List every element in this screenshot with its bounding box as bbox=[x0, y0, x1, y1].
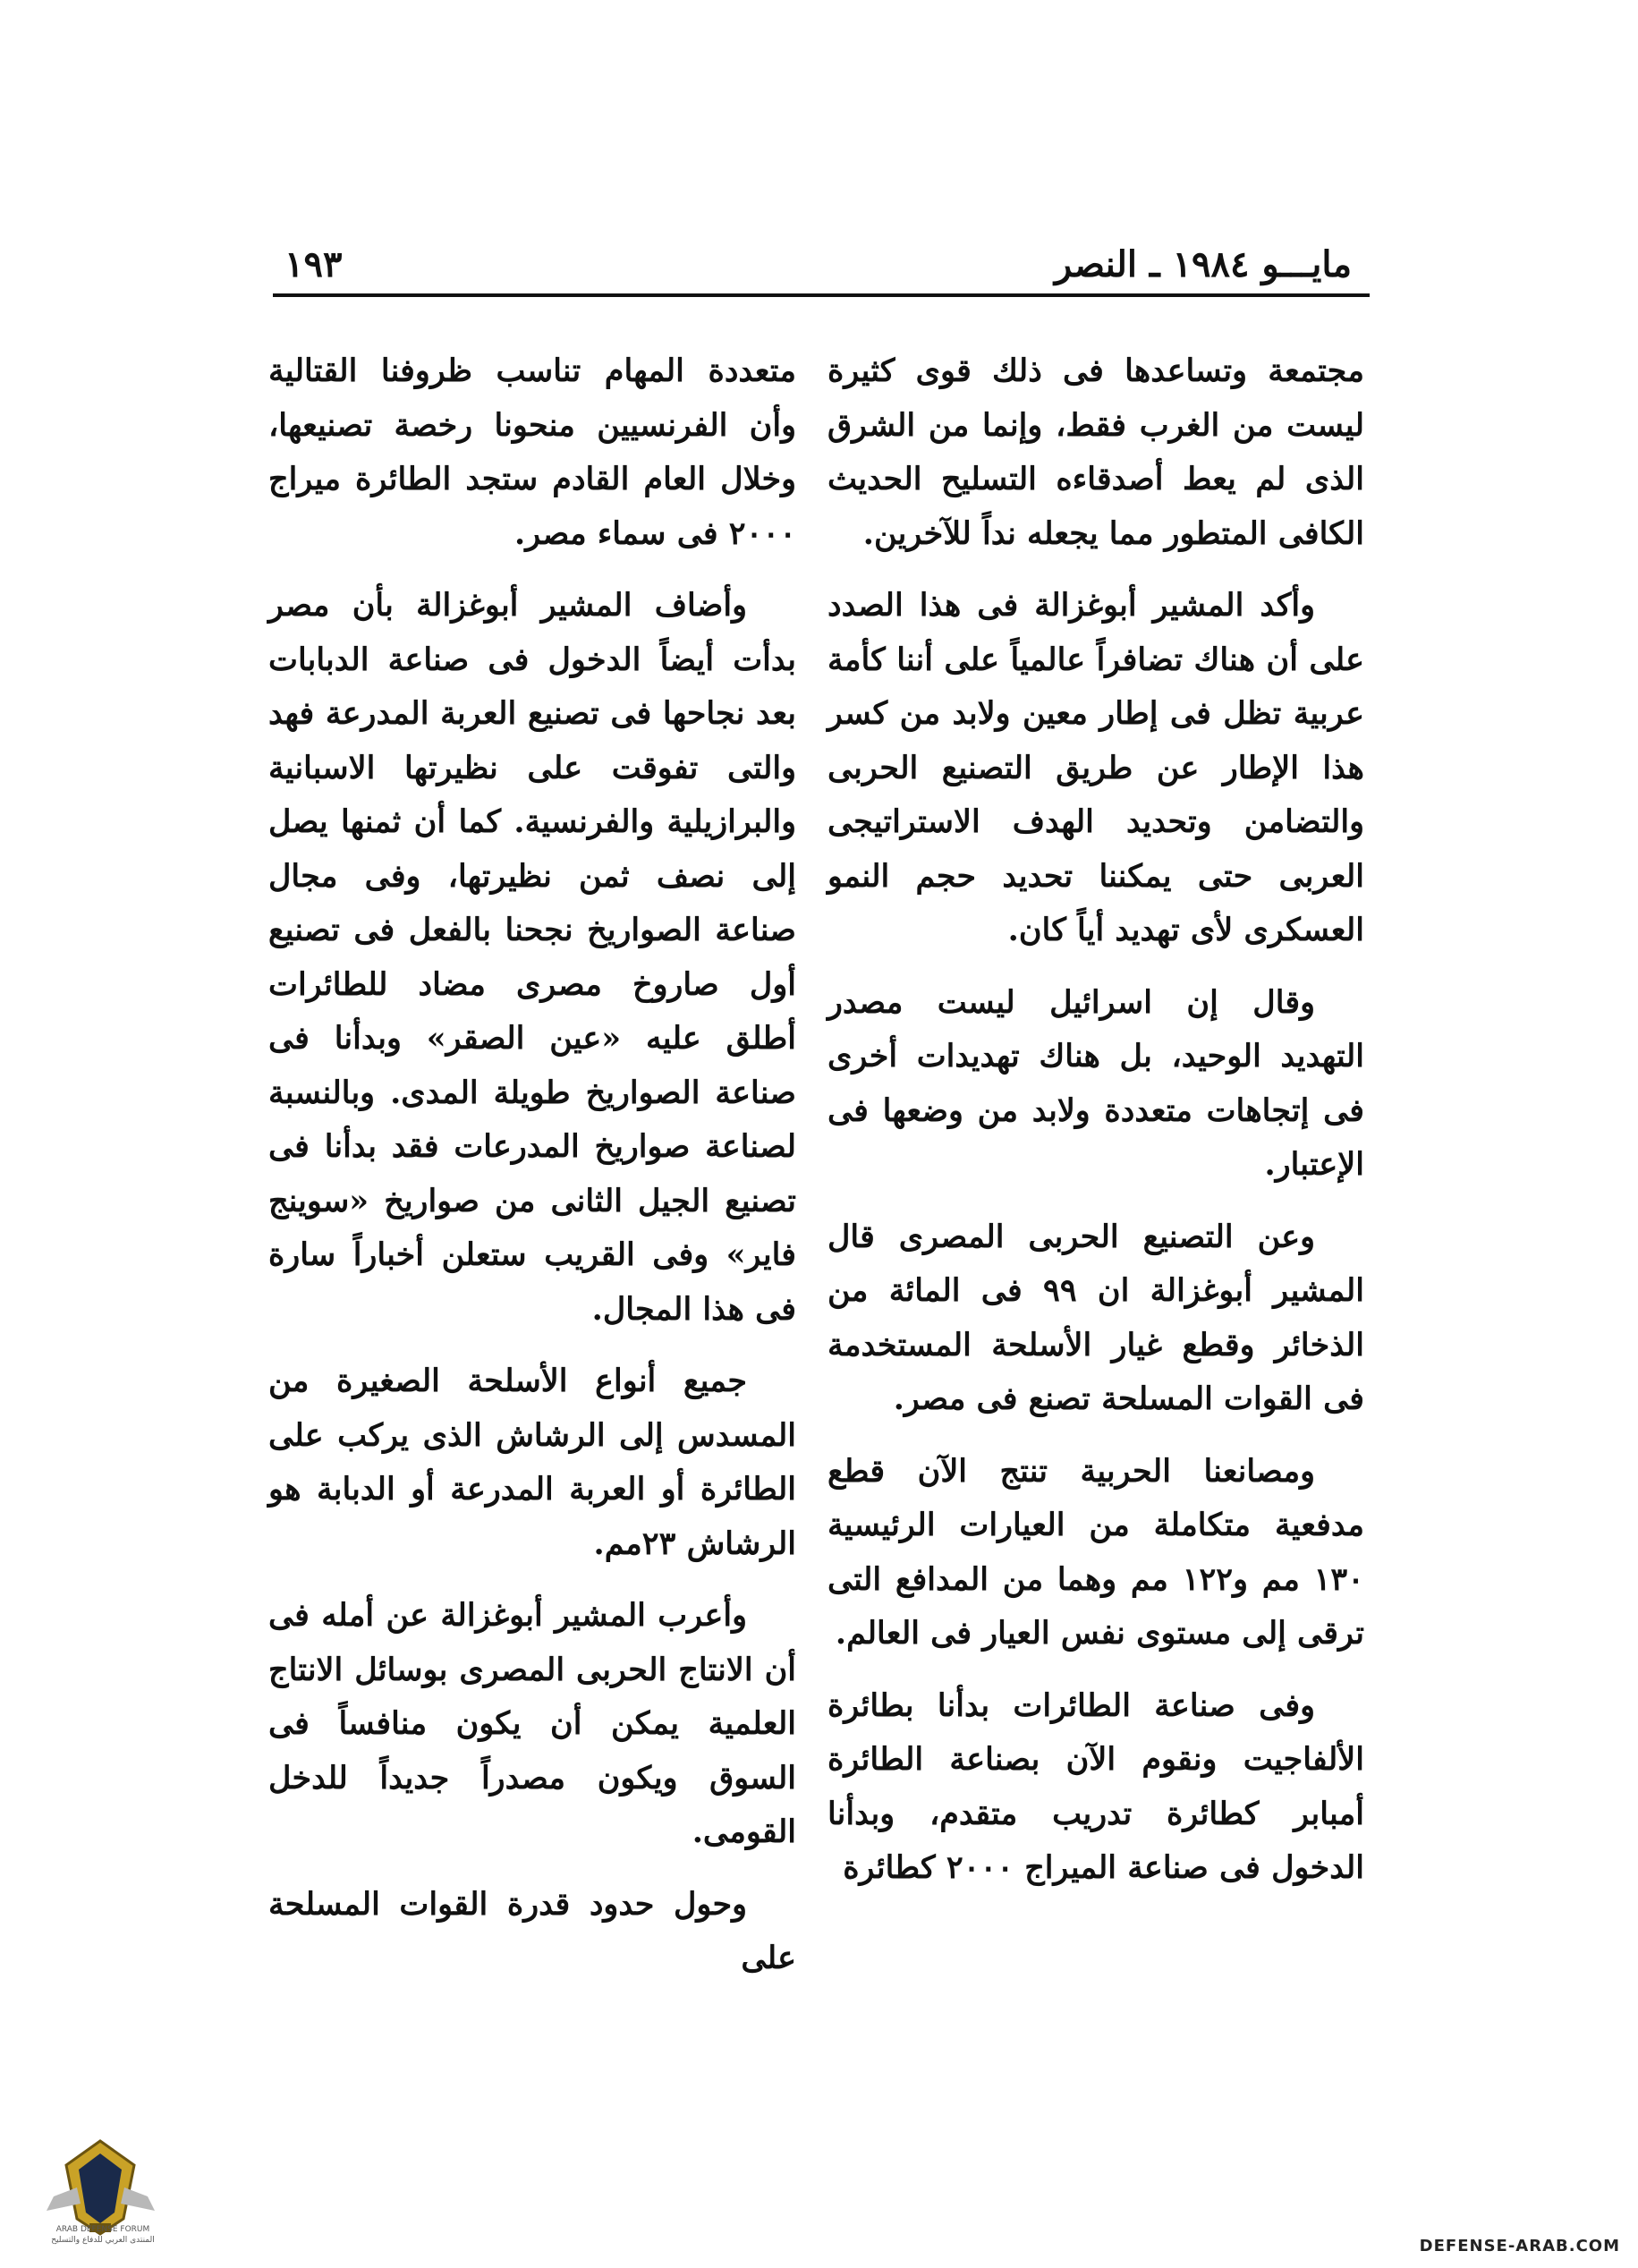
paragraph: ومصانعنا الحربية تنتج الآن قطع مدفعية متكاملة من العيارات الرئيسية ١٣٠ مم و١٢٢ مم وهما من المدافع التى ترقى إلى مستوى نفس العيار فى العالم. bbox=[827, 1452, 1364, 1652]
page-number: ١٩٣ bbox=[284, 243, 343, 285]
paragraph: وفى صناعة الطائرات بدأنا بطائرة الألفاجيت ونقوم الآن بصناعة الطائرة أمبابر كطائرة تدريب متقدم، وبدأنا الدخول فى صناعة الميراج ٢٠٠٠ كطائرة bbox=[827, 1686, 1364, 1886]
paragraph: وأضاف المشير أبوغزالة بأن مصر بدأت أيضاً الدخول فى صناعة الدبابات بعد نجاحها فى تصنيع العربة المدرعة فهد والتى تفوقت على نظيرتها الاسبانية والبرازيلية والفرنسية. كما أن ثمنها يصل إلى نصف ثمن نظيرتها، وفى مجال صناعة الصواريخ نجحنا بالفعل فى تصنيع أول صاروخ مصرى مضاد للطائرات أطلق عليه «عين الصقر» وبدأنا فى صناعة الصواريخ طويلة المدى. وبالنسبة لصناعة صواريخ المدرعات فقد بدأنا فى تصنيع الجيل الثانى من صواريخ «سوينج فاير» وفى القريب ستعلن أخباراً سارة فى هذا المجال. bbox=[268, 587, 796, 1328]
paragraph: وعن التصنيع الحربى المصرى قال المشير أبوغزالة ان ٩٩ فى المائة من الذخائر وقطع غيار الأسلحة المستخدمة فى القوات المسلحة تصنع فى مصر. bbox=[827, 1218, 1364, 1417]
text-column-left bbox=[268, 344, 796, 2004]
logo-caption bbox=[36, 2224, 170, 2246]
paragraph: مجتمعة وتساعدها فى ذلك قوى كثيرة ليست من الغرب فقط، وإنما من الشرق الذى لم يعط أصدقاءه التسليح الحديث الكافى المتطور مما يجعله نداً للآخرين. bbox=[827, 353, 1364, 552]
logo-caption-ar: المنتدى العربي للدفاع والتسليح bbox=[51, 2236, 155, 2245]
running-header-title: مايـــو ١٩٨٤ ـ النصر bbox=[1054, 243, 1352, 285]
paragraph: متعددة المهام تناسب ظروفنا القتالية وأن الفرنسيين منحونا رخصة تصنيعها، وخلال العام القادم ستجد الطائرة ميراج ٢٠٠٠ فى سماء مصر. bbox=[268, 353, 796, 552]
logo-caption-en: ARAB DEFENSE FORUM bbox=[55, 2225, 150, 2234]
paragraph: وحول حدود قدرة القوات المسلحة على bbox=[268, 1885, 796, 1976]
paragraph: وأكد المشير أبوغزالة فى هذا الصدد على أن هناك تضافراً عالمياً على أننا كأمة عربية تظل فى إطار معين ولابد من كسر هذا الإطار عن طريق التصنيع الحربى والتضامن وتحديد الهدف الاستراتيجى العربى حتى يمكننا تحديد حجم النمو العسكرى لأى تهديد أياً كان. bbox=[827, 587, 1364, 948]
paragraph: جميع أنواع الأسلحة الصغيرة من المسدس إلى الرشاش الذى يركب على الطائرة أو العربة المدرعة أو الدبابة هو الرشاش ٢٣مم. bbox=[268, 1363, 796, 1562]
header-divider bbox=[273, 293, 1370, 297]
site-watermark: DEFENSE-ARAB.COM bbox=[1419, 2237, 1620, 2255]
paragraph: وقال إن اسرائيل ليست مصدر التهديد الوحيد، بل هناك تهديدات أخرى فى إتجاهات متعددة ولابد من وضعها فى الإعتبار. bbox=[827, 983, 1364, 1183]
paragraph: وأعرب المشير أبوغزالة عن أمله فى أن الانتاج الحربى المصرى بوسائل الانتاج العلمية يمكن أن يكون منافساً فى السوق ويكون مصدراً جديداً للدخل القومى. bbox=[268, 1597, 796, 1850]
text-column-right bbox=[827, 344, 1364, 1914]
